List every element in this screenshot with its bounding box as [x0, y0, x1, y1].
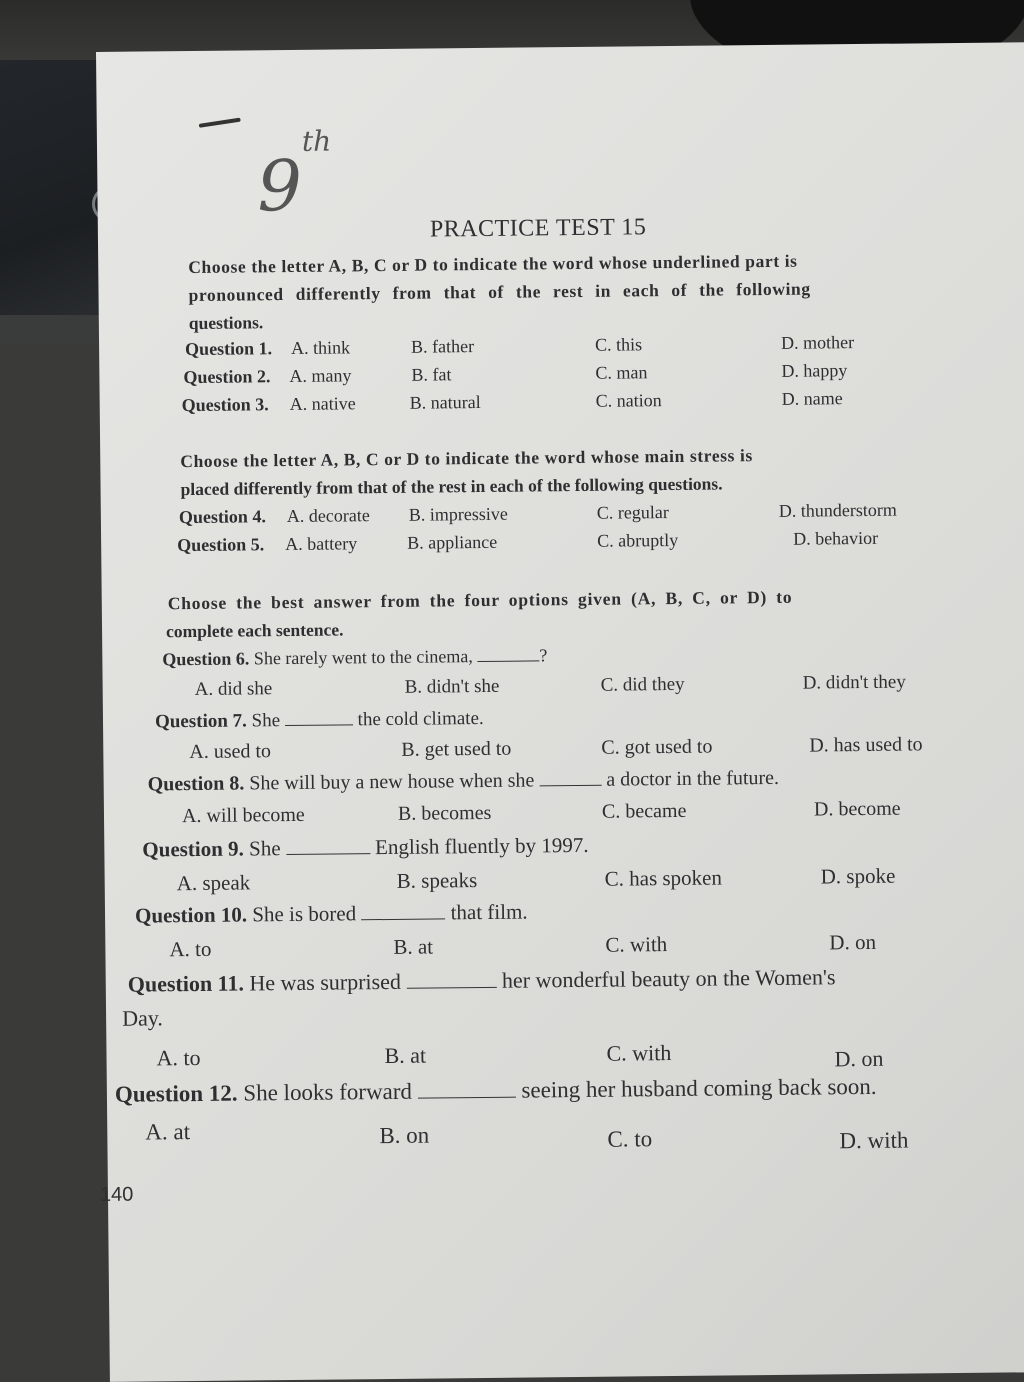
option-c: C. regular [596, 502, 669, 523]
option-d: D. didn't they [802, 671, 906, 694]
question-stem: She will buy a new house when she [249, 769, 535, 795]
option-b: B. natural [409, 391, 481, 413]
option-b: B. becomes [397, 801, 492, 825]
option-c: C. to [607, 1126, 653, 1152]
question-stem: She [248, 836, 281, 861]
option-d: D. become [813, 797, 901, 821]
option-d: D. has used to [809, 733, 923, 757]
question-label: Question 5. [177, 534, 265, 556]
option-c: C. with [605, 932, 668, 957]
question-label: Question 4. [178, 506, 266, 528]
option-b: B. appliance [407, 531, 498, 553]
section3-instruction-line1: Choose the best answer from the four options given (A, B, C, or D) to [167, 586, 793, 614]
answer-blank [286, 853, 370, 855]
question-stem-end: her wonderful beauty on the Women's [501, 964, 836, 993]
option-b: B. impressive [408, 503, 508, 525]
handwritten-grade-digit: 9 [256, 144, 303, 228]
option-a: A. at [145, 1119, 191, 1145]
question-stem: She is bored [252, 901, 357, 927]
option-a: A. native [289, 393, 356, 414]
question-stem: She [251, 710, 281, 732]
answer-blank [285, 724, 353, 726]
section2-instruction-line2: placed differently from that of the rest in each of the following questions. [180, 473, 723, 500]
question-stem-end: a doctor in the future. [606, 766, 780, 791]
handwritten-grade-suffix: th [301, 124, 332, 158]
option-c: C. abruptly [597, 529, 679, 551]
option-a: A. used to [189, 740, 272, 764]
question-stem-end: the cold climate. [357, 707, 484, 731]
option-a: A. many [289, 365, 352, 386]
option-c: C. this [594, 334, 643, 355]
question-label: Question 12. [114, 1080, 238, 1107]
option-d: D. behavior [793, 527, 879, 549]
option-d: D. mother [780, 332, 855, 353]
pen-mark [199, 118, 241, 128]
option-b: B. didn't she [404, 675, 500, 698]
question-label: Question 11. [127, 970, 245, 997]
option-d: D. thunderstorm [778, 499, 897, 521]
answer-blank [361, 918, 445, 920]
option-c: C. with [606, 1040, 672, 1066]
question-label: Question 2. [183, 366, 271, 388]
question-stem: She rarely went to the cinema, [253, 646, 473, 669]
answer-blank [477, 660, 539, 662]
option-d: D. on [834, 1045, 884, 1072]
option-d: D. with [839, 1127, 909, 1154]
question-label: Question 1. [185, 338, 273, 360]
option-a: A. will become [181, 803, 305, 828]
option-b: B. get used to [401, 737, 512, 761]
question-stem-line2: Day. [121, 1005, 163, 1031]
page-title: PRACTICE TEST 15 [429, 214, 647, 243]
question-stem: He was surprised [249, 968, 402, 996]
option-c: C. did they [600, 673, 685, 696]
answer-blank [418, 1097, 516, 1099]
question-label: Question 10. [134, 902, 248, 928]
option-b: B. speaks [396, 868, 478, 893]
question-label: Question 6. [162, 648, 250, 670]
option-a: A. speak [176, 870, 251, 896]
question-stem: She looks forward [243, 1078, 413, 1106]
option-b: B. fat [411, 364, 452, 385]
answer-blank [539, 785, 601, 787]
option-c: C. got used to [601, 735, 713, 759]
option-b: B. at [384, 1042, 427, 1069]
option-d: D. spoke [820, 863, 896, 889]
section2-instruction-line1: Choose the letter A, B, C or D to indicate the word whose main stress is [180, 445, 753, 472]
option-a: A. battery [285, 533, 358, 555]
option-d: D. happy [781, 360, 848, 381]
option-a: A. think [291, 337, 351, 358]
option-c: C. man [595, 362, 648, 383]
option-b: B. father [410, 336, 475, 357]
question-stem-end: English fluently by 1997. [374, 832, 589, 860]
option-a: A. decorate [286, 505, 370, 527]
option-c: C. became [601, 799, 687, 823]
question-label: Question 3. [181, 394, 269, 416]
question-stem-end: ? [539, 645, 548, 666]
option-d: D. on [829, 929, 877, 955]
question-label: Question 7. [154, 710, 247, 733]
option-a: A. to [156, 1044, 201, 1071]
option-c: C. nation [595, 390, 662, 411]
question-stem-end: that film. [450, 899, 528, 925]
option-b: B. on [379, 1122, 430, 1149]
page-number: 140 [99, 1183, 134, 1207]
section1-instruction-line1: Choose the letter A, B, C or D to indicate the word whose underlined part is [188, 250, 798, 278]
question-label: Question 8. [147, 772, 245, 796]
question-label: Question 9. [142, 836, 244, 862]
section1-instruction-line3: questions. [188, 312, 264, 334]
section3-instruction-line2: complete each sentence. [165, 619, 344, 642]
section1-instruction-line2: pronounced differently from that of the rest in each of the following [188, 278, 811, 306]
option-d: D. name [781, 388, 843, 409]
option-a: A. did she [194, 678, 273, 701]
worksheet-page [96, 42, 1024, 1382]
question-stem-end: seeing her husband coming back soon. [521, 1073, 877, 1103]
option-b: B. at [393, 934, 434, 959]
option-c: C. has spoken [604, 865, 723, 891]
answer-blank [406, 987, 496, 989]
option-a: A. to [169, 936, 212, 962]
